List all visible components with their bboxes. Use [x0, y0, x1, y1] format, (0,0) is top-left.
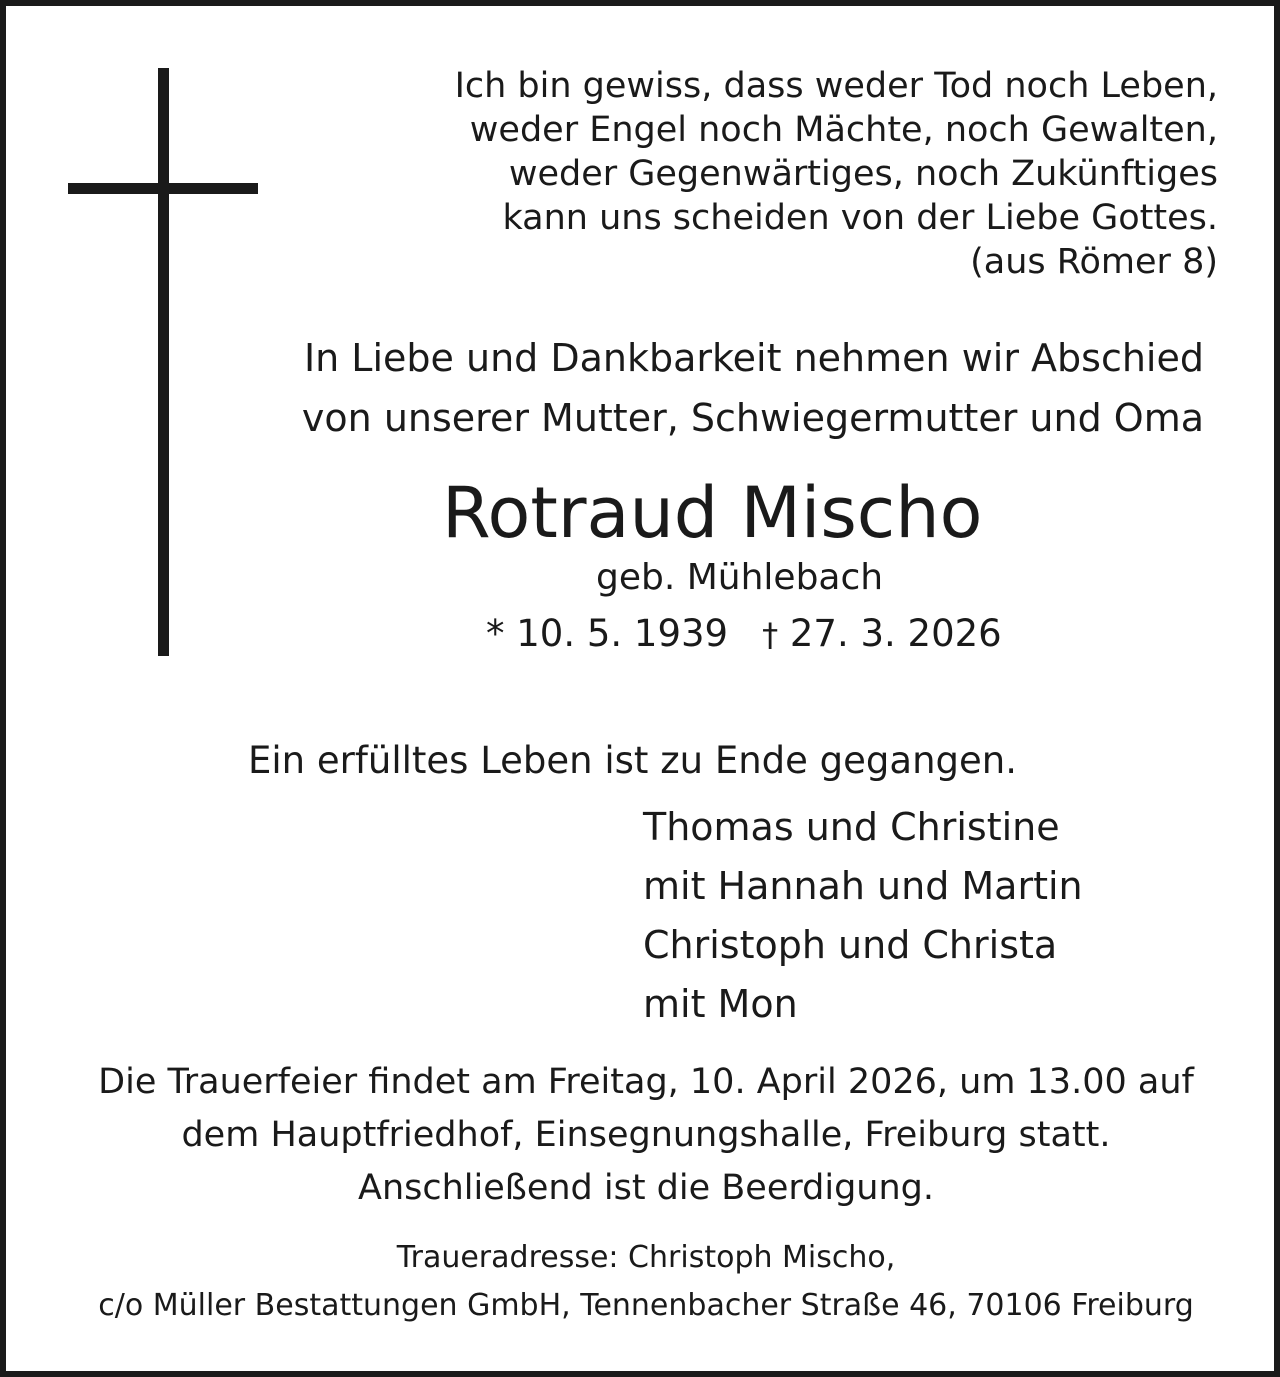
mourner-line: mit Hannah und Martin — [643, 864, 1083, 908]
dagger-icon: † — [762, 616, 779, 654]
birth-date: * 10. 5. 1939 — [486, 612, 729, 655]
verse-line: kann uns scheiden von der Liebe Gottes. — [502, 198, 1218, 238]
cross-horizontal-bar — [68, 183, 258, 194]
maiden-name: geb. Mühlebach — [596, 557, 884, 598]
ceremony-line: Die Trauerfeier findet am Freitag, 10. April 2026, um 13.00 auf — [98, 1062, 1194, 1102]
bible-verse — [398, 64, 1218, 284]
mourner-line: Christoph und Christa — [643, 923, 1058, 967]
ceremony-line: Anschließend ist die Beerdigung. — [358, 1168, 934, 1208]
verse-line: weder Engel noch Mächte, noch Gewalten, — [469, 110, 1218, 150]
life-statement: Ein erfülltes Leben ist zu Ende gegangen. — [248, 739, 1017, 782]
verse-line: Ich bin gewiss, dass weder Tod noch Leben, — [454, 66, 1218, 106]
farewell-text — [224, 328, 1204, 448]
ceremony-line: dem Hauptfriedhof, Einsegnungshalle, Freiburg statt. — [181, 1115, 1111, 1155]
farewell-line: von unserer Mutter, Schwiegermutter und Oma — [301, 396, 1204, 440]
life-dates — [486, 610, 1002, 659]
verse-source: (aus Römer 8) — [970, 242, 1218, 282]
mourner-line: Thomas und Christine — [643, 805, 1060, 849]
death-date: 27. 3. 2026 — [789, 612, 1002, 655]
address-line: c/o Müller Bestattungen GmbH, Tennenbacher Straße 46, 70106 Freiburg — [98, 1288, 1194, 1323]
address-line: Traueradresse: Christoph Mischo, — [396, 1240, 896, 1275]
deceased-name: Rotraud Mischo — [442, 472, 983, 554]
mourner-line: mit Mon — [643, 982, 798, 1026]
ceremony-info — [6, 1056, 1280, 1215]
mourning-address — [6, 1234, 1280, 1330]
verse-line: weder Gegenwärtiges, noch Zukünftiges — [508, 154, 1218, 194]
cross-vertical-bar — [158, 68, 169, 656]
mourners-list — [643, 798, 1083, 1034]
farewell-line: In Liebe und Dankbarkeit nehmen wir Abschied — [303, 336, 1204, 380]
